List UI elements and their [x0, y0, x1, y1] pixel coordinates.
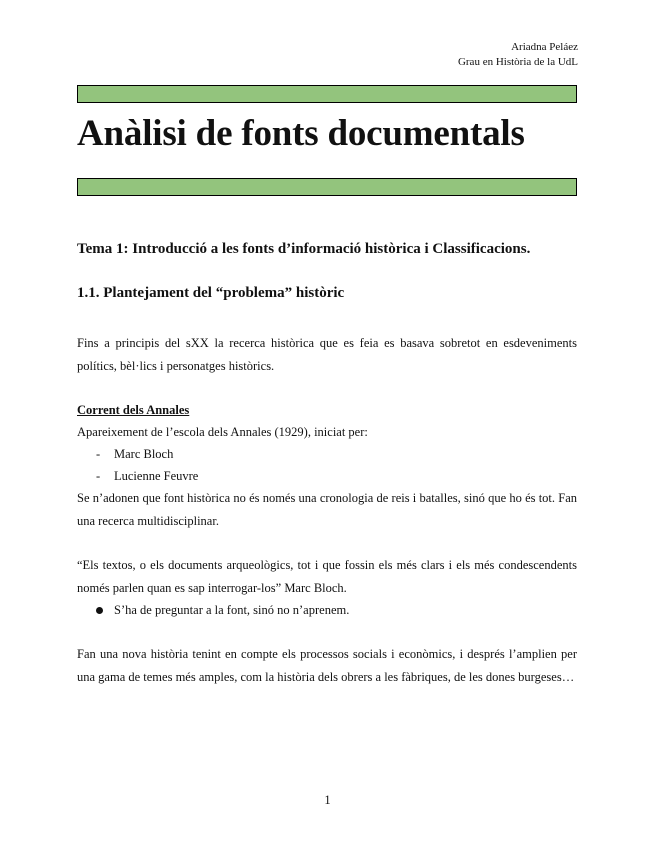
title-bottom-bar [77, 178, 577, 196]
bloch-quote: “Els textos, o els documents arqueològics, tot i que fossin els més clars i els més condescendents només parlen quan es sap interrogar-los” Marc Bloch. [77, 558, 577, 595]
final-paragraph: Fan una nova història tenint en compte els processos socials i econòmics, i després l’amplien per una gama de temes més amples, com la història dels obrers a les fàbriques, de les dones burgeses… [77, 647, 577, 684]
page-number: 1 [324, 793, 331, 807]
list-item [96, 599, 349, 622]
annales-heading [77, 399, 577, 422]
list-item [96, 465, 198, 488]
dash-marker: - [96, 469, 101, 483]
author-name: Ariadna Peláez [511, 41, 578, 53]
annales-heading-text: Corrent dels Annales [77, 403, 190, 417]
list-item [96, 443, 173, 466]
founder-name: Lucienne Feuvre [114, 469, 199, 483]
degree-name: Grau en Història de la UdL [457, 56, 578, 68]
annales-conclusion: Se n’adonen que font històrica no és només una cronologia de reis i batalles, sinó que ho és tot. Fan una recerca multidisciplinar. [77, 491, 577, 528]
annales-intro: Apareixement de l’escola dels Annales (1929), iniciat per: [77, 425, 368, 439]
section-heading: 1.1. Plantejament del “problema” històric [77, 285, 345, 301]
document-title: Anàlisi de fonts documentals [77, 113, 525, 154]
dash-marker: - [96, 447, 101, 461]
intro-paragraph: Fins a principis del sXX la recerca històrica que es feia es basava sobretot en esdeveniments polítics, bèl·lics i personatges històrics. [77, 336, 577, 373]
page-header [458, 40, 578, 70]
bullet-text: S’ha de preguntar a la font, sinó no n’aprenem. [114, 603, 350, 617]
title-top-bar [77, 85, 577, 103]
topic-heading: Tema 1: Introducció a les fonts d’informació històrica i Classificacions. [77, 241, 531, 257]
founder-name: Marc Bloch [114, 447, 174, 461]
bullet-icon [96, 607, 103, 614]
